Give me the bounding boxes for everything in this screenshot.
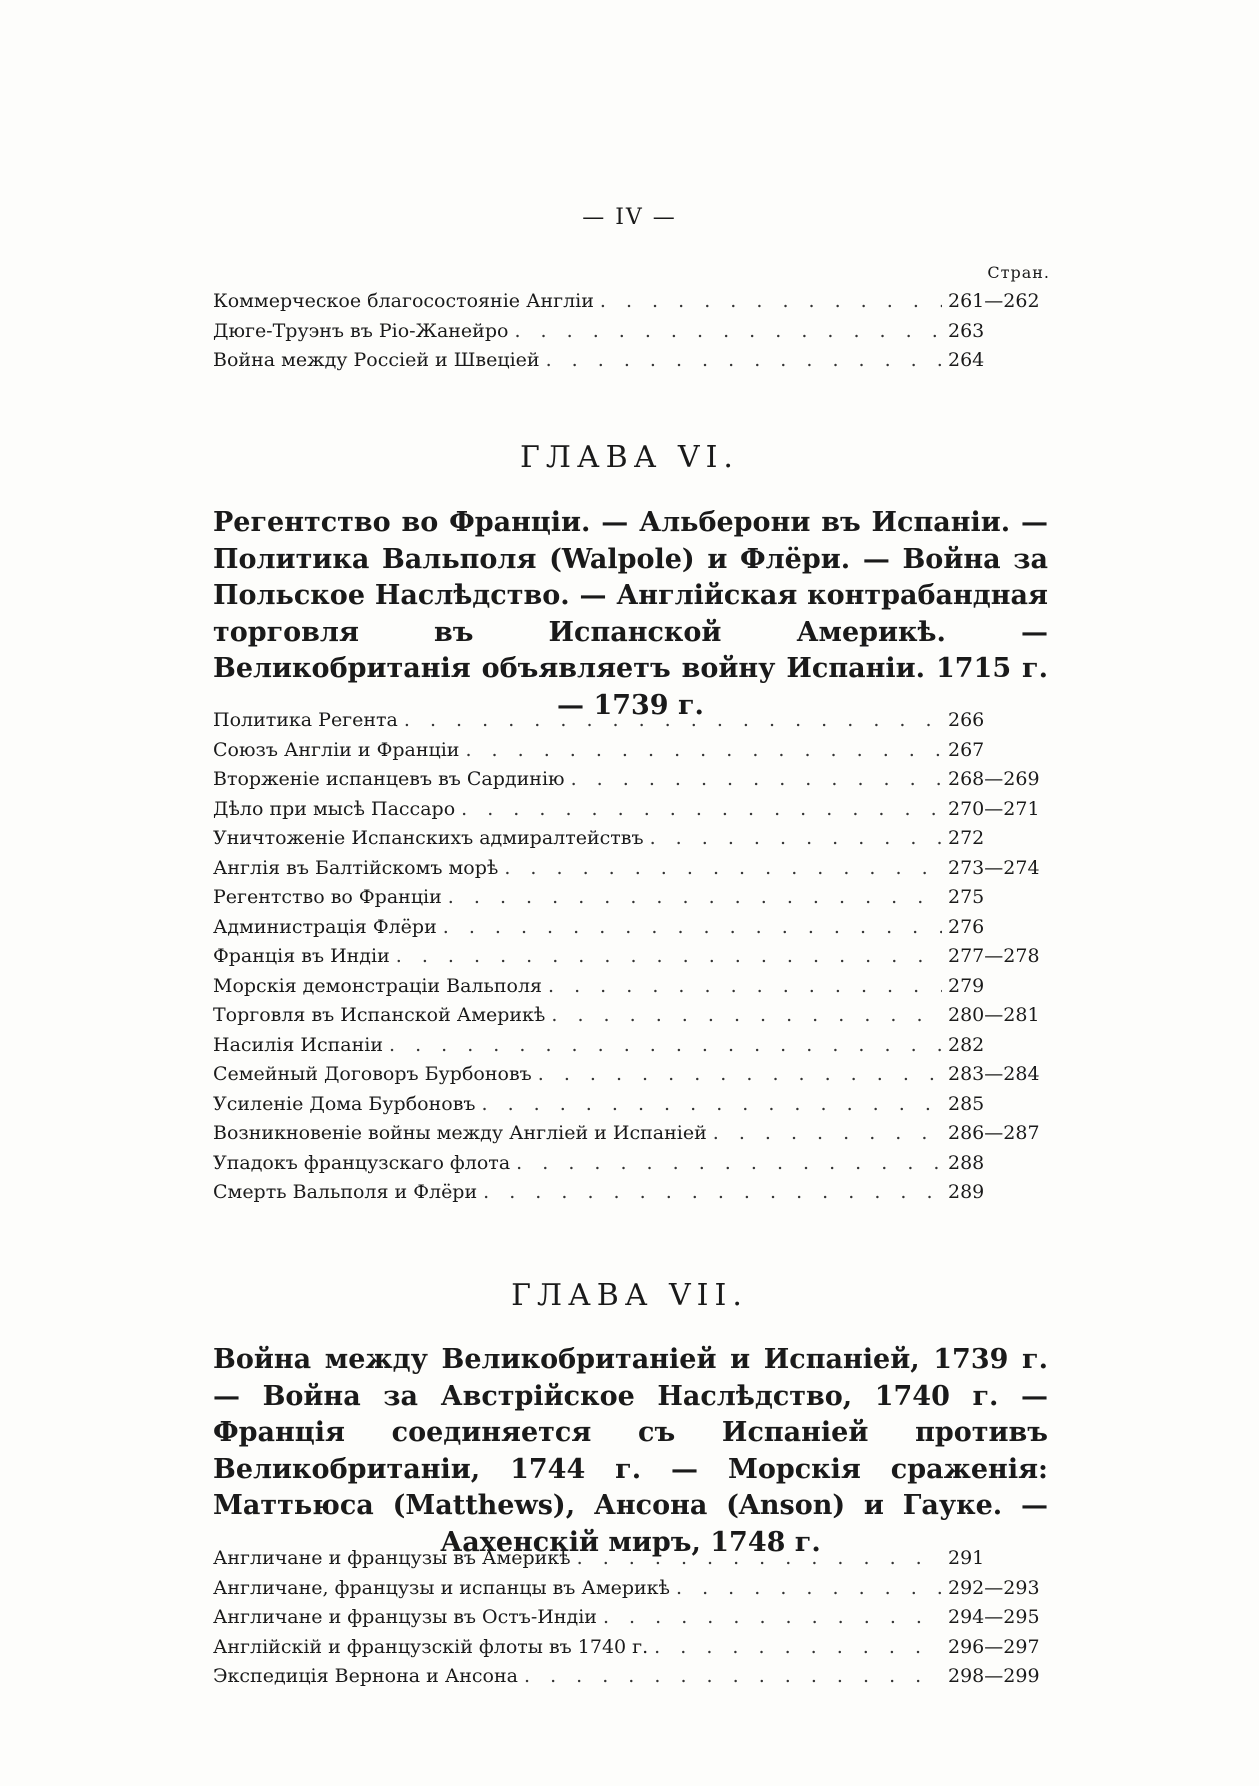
toc-dot-leader <box>644 827 942 849</box>
toc-dot-leader <box>518 1665 942 1687</box>
toc-entry-page: 276 <box>948 915 985 938</box>
column-header-pages: Стран. <box>987 263 1050 282</box>
toc-entry-title: Союзъ Англіи и Франціи <box>213 738 460 761</box>
toc-entry-page: 263 <box>948 319 985 342</box>
toc-entry <box>213 857 1043 887</box>
toc-entry-title: Смерть Вальполя и Флёри <box>213 1181 478 1203</box>
toc-entry <box>213 827 1043 857</box>
toc-dot-leader <box>459 739 942 761</box>
toc-entry-page: 275 <box>948 886 985 908</box>
toc-entry-page: 283—284 <box>948 1063 1040 1085</box>
toc-dot-leader <box>545 1004 942 1026</box>
toc-entry-page: 291 <box>948 1547 985 1569</box>
toc-entry-title: Уничтоженіе Испанскихъ адмиралтействъ <box>213 827 644 849</box>
toc-entry-title: Политика Регента <box>213 709 398 731</box>
toc-entry-title: Англичане и французы въ Америкѣ <box>213 1547 571 1569</box>
toc-dot-leader <box>670 1577 942 1599</box>
toc-list-intro <box>213 290 1043 379</box>
toc-entry-page: 288 <box>948 1151 985 1174</box>
toc-entry-title: Возникновеніе войны между Англіей и Испаніей <box>213 1122 707 1144</box>
toc-entry-page: 296—297 <box>948 1635 1040 1658</box>
toc-dot-leader <box>508 320 942 342</box>
toc-entry <box>213 798 1043 828</box>
toc-entry-title: Франція въ Индіи <box>213 945 390 967</box>
toc-entry <box>213 1606 1043 1636</box>
toc-entry-title: Англичане, французы и испанцы въ Америкѣ <box>213 1576 671 1599</box>
toc-entry-page: 273—274 <box>948 856 1040 879</box>
toc-entry-page: 266 <box>948 709 985 731</box>
chapter-7-heading: ГЛАВА VII. <box>511 1278 748 1313</box>
toc-entry-page: 279 <box>948 974 985 997</box>
toc-dot-leader <box>510 1152 942 1174</box>
toc-dot-leader <box>571 1547 942 1569</box>
toc-dot-leader <box>383 1034 942 1056</box>
toc-entry <box>213 945 1043 975</box>
toc-entry <box>213 709 1043 739</box>
toc-entry-title: Упадокъ французскаго флота <box>213 1151 511 1174</box>
toc-entry <box>213 1063 1043 1093</box>
toc-dot-leader <box>398 709 942 731</box>
toc-entry-page: 268—269 <box>948 768 1040 790</box>
toc-dot-leader <box>594 290 942 312</box>
toc-dot-leader <box>477 1181 942 1203</box>
toc-entry-page: 285 <box>948 1092 985 1115</box>
toc-entry-title: Морскія демонстраціи Вальполя <box>213 974 543 997</box>
toc-entry-page: 282 <box>948 1033 985 1056</box>
toc-entry-title: Коммерческое благосостояніе Англіи <box>213 290 594 312</box>
toc-dot-leader <box>597 1606 942 1628</box>
toc-entry <box>213 320 1043 350</box>
toc-entry-title: Англія въ Балтійскомъ морѣ <box>213 856 499 879</box>
toc-entry-page: 261—262 <box>948 290 1040 312</box>
toc-dot-leader <box>390 945 942 967</box>
toc-entry-title: Торговля въ Испанской Америкѣ <box>213 1004 546 1026</box>
toc-entry-page: 277—278 <box>948 945 1040 967</box>
toc-entry-title: Дюге-Труэнъ въ Ріо-Жанейро <box>213 319 509 342</box>
page-number: — IV — <box>582 205 677 230</box>
toc-entry <box>213 1181 1043 1211</box>
toc-entry <box>213 975 1043 1005</box>
toc-entry <box>213 1152 1043 1182</box>
toc-entry-page: 280—281 <box>948 1004 1040 1026</box>
toc-list-chapter-6 <box>213 709 1043 1211</box>
toc-dot-leader <box>648 1636 942 1658</box>
toc-entry-page: 289 <box>948 1181 985 1203</box>
toc-entry <box>213 1665 1043 1695</box>
toc-entry-title: Регентство во Франціи <box>213 886 442 908</box>
toc-entry-page: 270—271 <box>948 797 1040 820</box>
toc-entry-page: 267 <box>948 738 985 761</box>
toc-list-chapter-7 <box>213 1547 1043 1695</box>
toc-entry <box>213 1577 1043 1607</box>
toc-entry-page: 264 <box>948 349 985 371</box>
toc-entry <box>213 886 1043 916</box>
toc-entry <box>213 1093 1043 1123</box>
toc-entry-title: Усиленіе Дома Бурбоновъ <box>213 1092 476 1115</box>
toc-dot-leader <box>442 886 942 908</box>
toc-entry-title: Администрація Флёри <box>213 915 437 938</box>
toc-entry-page: 294—295 <box>948 1606 1040 1628</box>
toc-entry <box>213 1004 1043 1034</box>
toc-dot-leader <box>498 857 942 879</box>
toc-entry-title: Англичане и французы въ Остъ-Индіи <box>213 1606 597 1628</box>
toc-entry-title: Война между Россіей и Швеціей <box>213 349 540 371</box>
toc-entry-title: Экспедиція Вернона и Ансона <box>213 1665 518 1687</box>
toc-entry <box>213 739 1043 769</box>
toc-entry <box>213 349 1043 379</box>
toc-entry <box>213 1547 1043 1577</box>
toc-dot-leader <box>532 1063 942 1085</box>
toc-entry <box>213 1122 1043 1152</box>
toc-dot-leader <box>542 975 942 997</box>
chapter-6-summary: Регентство во Франціи. — Альберони въ Испаніи. — Политика Вальполя (Walpole) и Флёри. — Война за Польское Наслѣдство. — Англійская контрабандная торговля въ Испанской Америкѣ. — Великобританія объявляетъ войну Испаніи. 1715 г. — 1739 г. <box>213 507 1048 721</box>
toc-entry-title: Семейный Договоръ Бурбоновъ <box>213 1063 532 1085</box>
toc-entry <box>213 768 1043 798</box>
toc-entry <box>213 1034 1043 1064</box>
toc-entry-title: Насилія Испаніи <box>213 1033 383 1056</box>
toc-entry-title: Дѣло при мысѣ Пассаро <box>213 797 456 820</box>
toc-entry-title: Вторженіе испанцевъ въ Сардинію <box>213 768 565 790</box>
toc-dot-leader <box>540 349 942 371</box>
toc-dot-leader <box>455 798 942 820</box>
toc-entry-page: 286—287 <box>948 1122 1040 1144</box>
toc-dot-leader <box>707 1122 942 1144</box>
toc-entry <box>213 290 1043 320</box>
toc-dot-leader <box>437 916 942 938</box>
toc-entry-page: 292—293 <box>948 1576 1040 1599</box>
chapter-6-heading: ГЛАВА VI. <box>520 440 739 475</box>
toc-dot-leader <box>475 1093 942 1115</box>
toc-entry-title: Англійскій и французскій флоты въ 1740 г. <box>213 1635 649 1658</box>
toc-entry-page: 272 <box>948 827 985 849</box>
toc-entry <box>213 1636 1043 1666</box>
chapter-7-summary: Война между Великобританіей и Испаніей, 1739 г. — Война за Австрійское Наслѣдство, 1740 г. — Франція соединяется съ Испаніей противъ Великобританіи, 1744 г. — Морскія сраженія: Маттьюса (Matthews), Ансона (Anson) и Гауке. — Аахенскій миръ, 1748 г. <box>213 1344 1048 1558</box>
toc-entry-page: 298—299 <box>948 1665 1040 1687</box>
toc-dot-leader <box>565 768 942 790</box>
toc-entry <box>213 916 1043 946</box>
